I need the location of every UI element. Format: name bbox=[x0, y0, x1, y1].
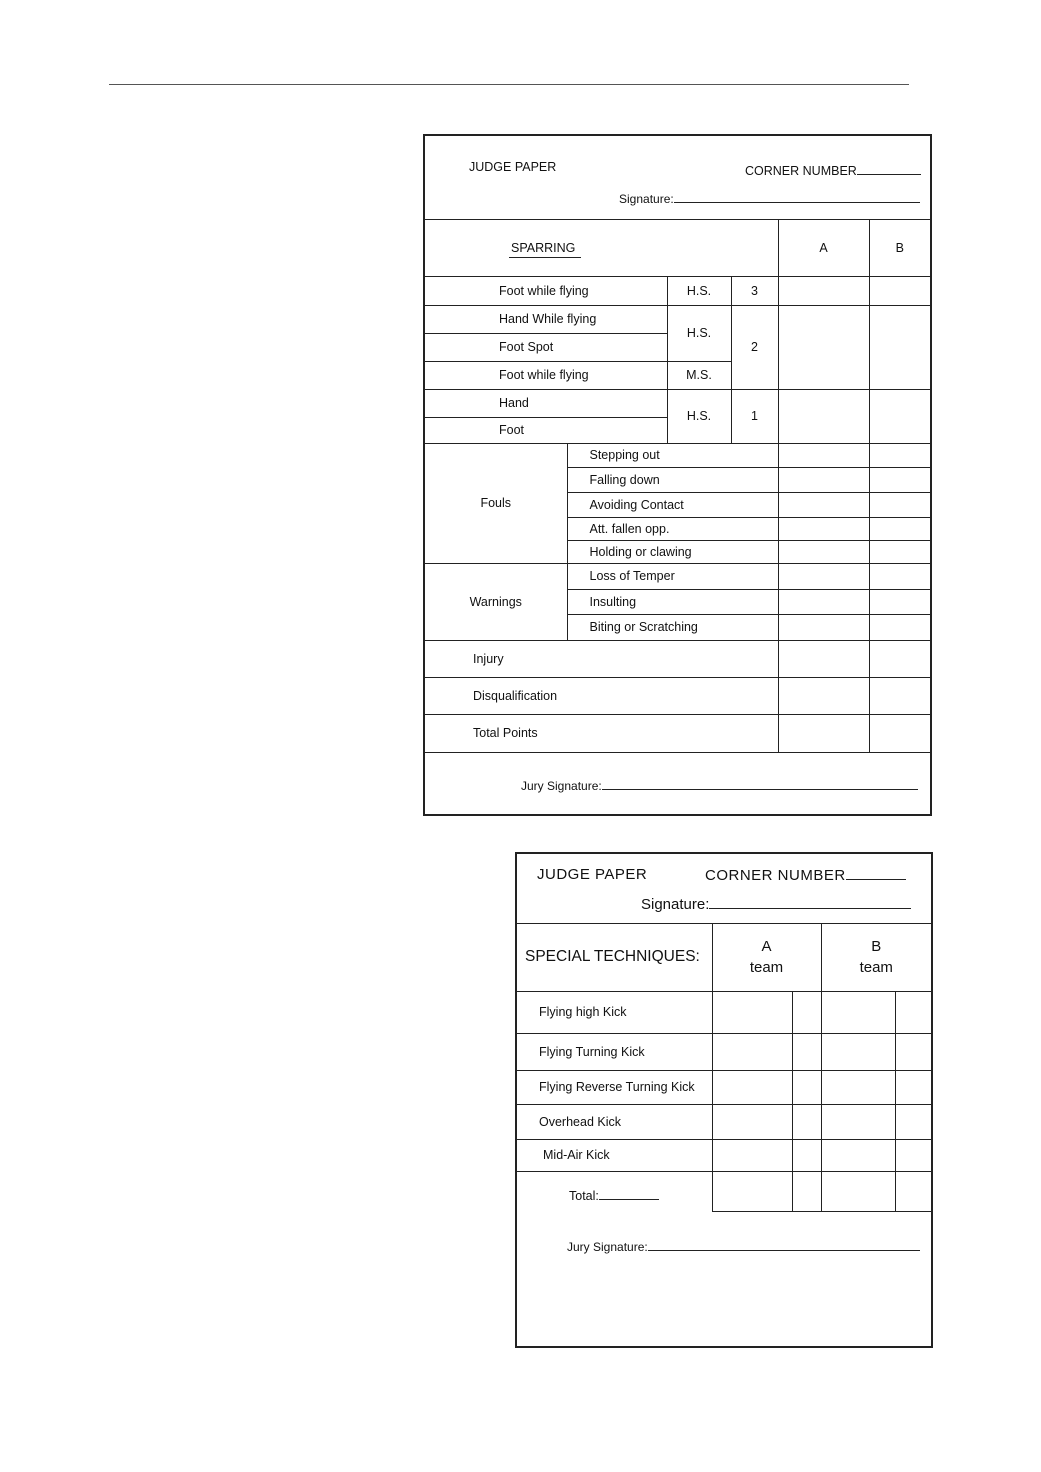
score-b-cell[interactable] bbox=[869, 492, 930, 517]
signature bbox=[619, 192, 920, 206]
total-row bbox=[517, 1171, 931, 1211]
warning-item: Biting or Scratching bbox=[567, 614, 778, 640]
score-b-extra-cell[interactable] bbox=[895, 1070, 931, 1104]
form-footer bbox=[517, 1212, 931, 1346]
table-row bbox=[425, 389, 930, 417]
total-cell bbox=[517, 1171, 712, 1211]
foul-item: Falling down bbox=[567, 467, 778, 492]
score-b-cell[interactable] bbox=[869, 563, 930, 589]
total-b-cell[interactable] bbox=[869, 714, 930, 752]
score-a-cell[interactable] bbox=[778, 467, 869, 492]
table-row bbox=[425, 563, 930, 589]
technique-label: Hand bbox=[425, 389, 667, 417]
technique-code: H.S. bbox=[667, 389, 731, 443]
corner-number-field[interactable] bbox=[846, 879, 906, 880]
table-row bbox=[425, 714, 930, 752]
corner-number-field[interactable] bbox=[857, 174, 921, 175]
technique-label: Foot Spot bbox=[425, 333, 667, 361]
technique-label: Foot while flying bbox=[425, 361, 667, 389]
score-b-cell[interactable] bbox=[869, 589, 930, 614]
table-row bbox=[425, 677, 930, 714]
foul-item: Holding or clawing bbox=[567, 540, 778, 563]
score-a-cell[interactable] bbox=[778, 492, 869, 517]
corner-number-label: CORNER NUMBER bbox=[705, 867, 846, 884]
col-b-sub: team bbox=[859, 959, 893, 977]
top-rule bbox=[109, 84, 909, 85]
signature-field[interactable] bbox=[709, 908, 911, 909]
score-b-cell[interactable] bbox=[821, 1104, 895, 1139]
score-a-cell[interactable] bbox=[712, 1139, 792, 1171]
corner-number bbox=[705, 867, 906, 884]
score-b-extra-cell[interactable] bbox=[895, 1104, 931, 1139]
technique-code: H.S. bbox=[667, 305, 731, 361]
table-row bbox=[425, 640, 930, 677]
score-b-cell[interactable] bbox=[869, 389, 930, 443]
score-a-extra-cell[interactable] bbox=[792, 1104, 821, 1139]
section-title: SPECIAL TECHNIQUES: bbox=[517, 924, 712, 991]
jury-signature-label: Jury Signature: bbox=[521, 778, 602, 793]
score-b-extra-cell[interactable] bbox=[895, 1139, 931, 1171]
table-row bbox=[517, 1033, 931, 1070]
technique-label: Foot bbox=[425, 417, 667, 443]
table-row bbox=[517, 991, 931, 1033]
score-a-cell[interactable] bbox=[712, 991, 792, 1033]
col-b-label: B bbox=[871, 938, 882, 956]
score-b-cell[interactable] bbox=[869, 443, 930, 467]
score-a-cell[interactable] bbox=[712, 1033, 792, 1070]
total-b-cell[interactable] bbox=[821, 1171, 895, 1211]
disqualification-label: Disqualification bbox=[425, 677, 778, 714]
score-a-extra-cell[interactable] bbox=[792, 1139, 821, 1171]
technique-label: Flying Reverse Turning Kick bbox=[517, 1070, 712, 1104]
signature-field[interactable] bbox=[674, 202, 920, 203]
score-b-cell[interactable] bbox=[869, 467, 930, 492]
technique-points: 2 bbox=[731, 305, 778, 389]
warning-item: Loss of Temper bbox=[567, 563, 778, 589]
section-title: SPARRING bbox=[509, 241, 581, 258]
score-a-cell[interactable] bbox=[712, 1104, 792, 1139]
special-techniques-table bbox=[517, 924, 931, 1212]
table-row bbox=[517, 1070, 931, 1104]
score-b-cell[interactable] bbox=[869, 517, 930, 540]
jury-signature bbox=[567, 1240, 920, 1254]
form-footer bbox=[425, 753, 930, 813]
score-a-cell[interactable] bbox=[778, 677, 869, 714]
score-a-cell[interactable] bbox=[778, 589, 869, 614]
score-b-cell[interactable] bbox=[869, 540, 930, 563]
judge-paper-special-techniques bbox=[515, 852, 933, 1348]
col-a-header: A bbox=[778, 220, 869, 276]
score-a-cell[interactable] bbox=[778, 276, 869, 305]
corner-number bbox=[745, 164, 921, 178]
fouls-label: Fouls bbox=[425, 443, 567, 563]
score-a-cell[interactable] bbox=[778, 540, 869, 563]
technique-label: Hand While flying bbox=[425, 305, 667, 333]
foul-item: Att. fallen opp. bbox=[567, 517, 778, 540]
foul-item: Avoiding Contact bbox=[567, 492, 778, 517]
score-a-cell[interactable] bbox=[778, 517, 869, 540]
score-b-cell[interactable] bbox=[869, 677, 930, 714]
total-b-extra-cell[interactable] bbox=[895, 1171, 931, 1211]
score-a-extra-cell[interactable] bbox=[792, 1070, 821, 1104]
score-a-cell[interactable] bbox=[778, 389, 869, 443]
judge-paper-sparring bbox=[423, 134, 932, 816]
total-a-extra-cell[interactable] bbox=[792, 1171, 821, 1211]
score-a-cell[interactable] bbox=[778, 614, 869, 640]
technique-code: M.S. bbox=[667, 361, 731, 389]
jury-signature bbox=[521, 779, 918, 793]
score-b-cell[interactable] bbox=[821, 1033, 895, 1070]
section-header-row bbox=[425, 220, 930, 276]
col-a-label: A bbox=[761, 938, 772, 956]
total-a-cell[interactable] bbox=[712, 1171, 792, 1211]
total-label: Total: bbox=[569, 1189, 599, 1204]
score-a-cell[interactable] bbox=[778, 443, 869, 467]
form-header bbox=[517, 854, 931, 924]
technique-points: 3 bbox=[731, 276, 778, 305]
col-b-header: B bbox=[869, 220, 930, 276]
signature-label: Signature: bbox=[641, 896, 710, 913]
injury-label: Injury bbox=[425, 640, 778, 677]
score-a-extra-cell[interactable] bbox=[792, 991, 821, 1033]
form-title: JUDGE PAPER bbox=[469, 160, 557, 174]
corner-number-label: CORNER NUMBER bbox=[745, 164, 857, 178]
total-field[interactable] bbox=[599, 1199, 659, 1200]
jury-signature-field[interactable] bbox=[648, 1250, 920, 1251]
table-row bbox=[425, 443, 930, 467]
warnings-label: Warnings bbox=[425, 563, 567, 640]
score-a-extra-cell[interactable] bbox=[792, 1033, 821, 1070]
col-a-header bbox=[712, 924, 821, 991]
technique-label: Flying high Kick bbox=[517, 991, 712, 1033]
table-row bbox=[425, 305, 930, 333]
score-b-extra-cell[interactable] bbox=[895, 1033, 931, 1070]
col-a-sub: team bbox=[749, 959, 784, 977]
score-a-cell[interactable] bbox=[778, 305, 869, 389]
col-b-header bbox=[821, 924, 931, 991]
technique-code: H.S. bbox=[667, 276, 731, 305]
score-b-cell[interactable] bbox=[869, 640, 930, 677]
signature bbox=[641, 896, 911, 913]
jury-signature-label: Jury Signature: bbox=[567, 1239, 648, 1254]
section-title-cell bbox=[425, 220, 778, 276]
score-a-cell[interactable] bbox=[778, 563, 869, 589]
jury-signature-field[interactable] bbox=[602, 789, 918, 790]
table-row bbox=[425, 276, 930, 305]
foul-item: Stepping out bbox=[567, 443, 778, 467]
score-b-cell[interactable] bbox=[869, 614, 930, 640]
table-row bbox=[517, 1104, 931, 1139]
section-header-row bbox=[517, 924, 931, 991]
warning-item: Insulting bbox=[567, 589, 778, 614]
total-points-label: Total Points bbox=[425, 714, 778, 752]
technique-points: 1 bbox=[731, 389, 778, 443]
form-title: JUDGE PAPER bbox=[537, 866, 648, 883]
score-b-cell[interactable] bbox=[821, 991, 895, 1033]
table-row bbox=[517, 1139, 931, 1171]
score-a-cell[interactable] bbox=[778, 640, 869, 677]
form-header bbox=[425, 136, 930, 220]
score-b-extra-cell[interactable] bbox=[895, 991, 931, 1033]
technique-label: Mid-Air Kick bbox=[517, 1139, 712, 1171]
technique-label: Overhead Kick bbox=[517, 1104, 712, 1139]
technique-label: Flying Turning Kick bbox=[517, 1033, 712, 1070]
score-b-cell[interactable] bbox=[869, 305, 930, 389]
score-a-cell[interactable] bbox=[712, 1070, 792, 1104]
total-a-cell[interactable] bbox=[778, 714, 869, 752]
score-b-cell[interactable] bbox=[821, 1139, 895, 1171]
score-b-cell[interactable] bbox=[869, 276, 930, 305]
sparring-table bbox=[425, 220, 930, 753]
score-b-cell[interactable] bbox=[821, 1070, 895, 1104]
technique-label: Foot while flying bbox=[425, 276, 667, 305]
signature-label: Signature: bbox=[619, 192, 674, 206]
